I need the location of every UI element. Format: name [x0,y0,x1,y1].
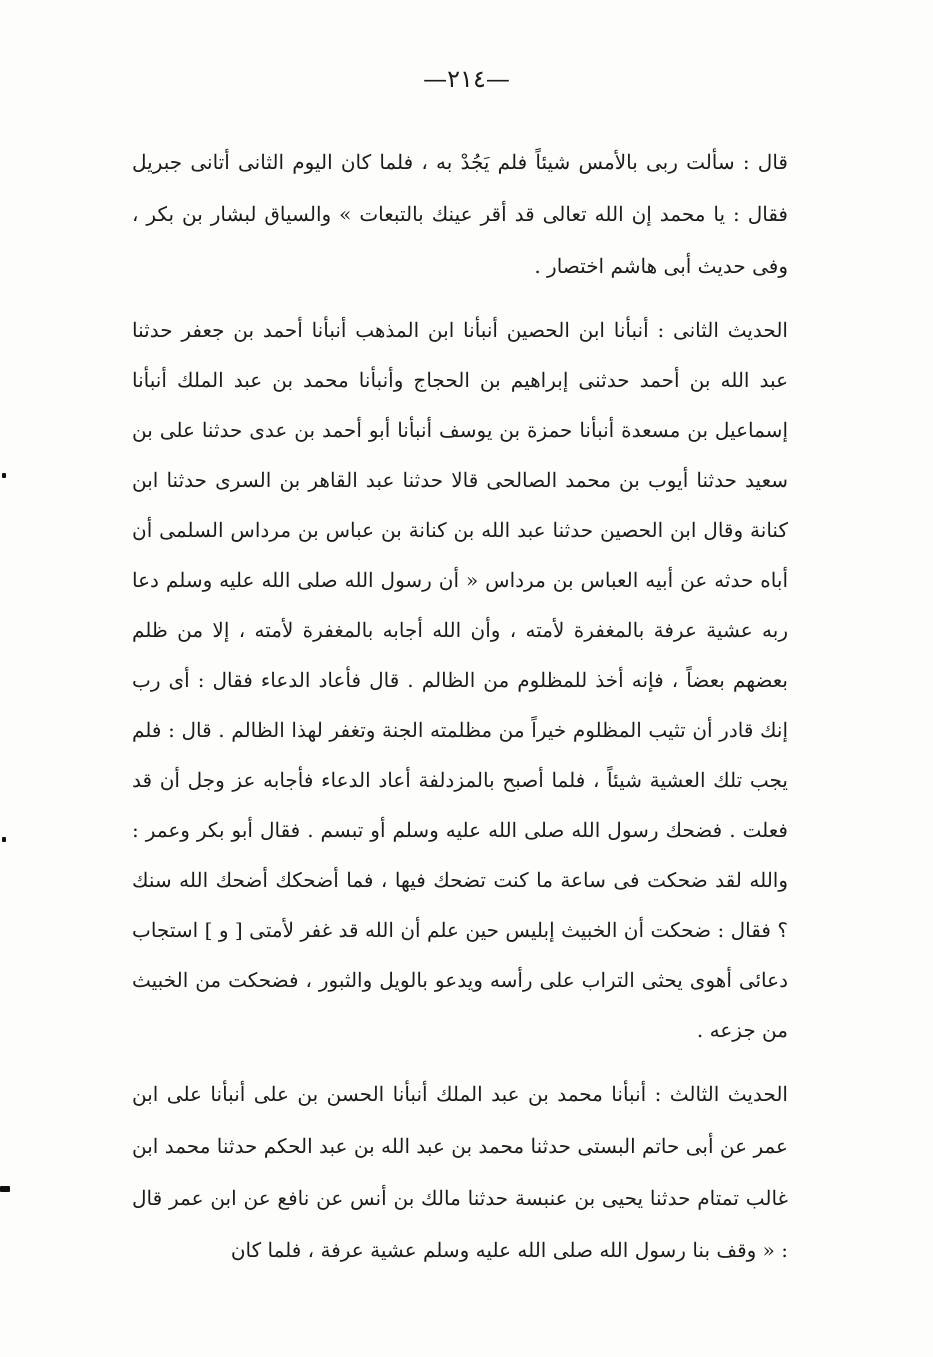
paragraph-text: قال : سألت ربى بالأمس شيئاً فلم يَجُدْ به ، فلما كان اليوم الثانى أتانى جبريل فقال : يا محمد إن الله تعالى قد أقر عينك بالتبعات » والسياق لبشار بن بكر ، وفى حديث أبى هاشم اختصار . [132,150,788,278]
paragraph-2 [132,305,788,1055]
scan-edge-mark [2,837,6,842]
paragraph-text: الحديث الثانى : أنبأنا ابن الحصين أنبأنا ابن المذهب أنبأنا أحمد بن جعفر حدثنا عبد الله بن أحمد حدثنى إبراهيم بن الحجاج وأنبأنا محمد بن عبد الملك أنبأنا إسماعيل بن مسعدة أنبأنا حمزة بن يوسف أنبأنا أبو أحمد بن عدى حدثنا على بن سعيد حدثنا أيوب بن محمد الصالحى قالا حدثنا عبد القاهر بن السرى حدثنا ابن كنانة وقال ابن الحصين حدثنا عبد الله بن كنانة بن عباس بن مرداس السلمى أن أباه حدثه عن أبيه العباس بن مرداس « أن رسول الله صلى الله عليه وسلم دعا ربه عشية عرفة بالمغفرة لأمته ، وأن الله أجابه بالمغفرة لأمته ، إلا من ظلم بعضهم بعضاً ، فإنه أخذ للمظلوم من الظالم . قال فأعاد الدعاء فقال : أى رب إنك قادر أن تثيب المظلوم خيراً من مظلمته الجنة وتغفر لهذا الظالم . قال : فلم يجب تلك العشية شيئاً ، فلما أصبح بالمزدلفة أعاد الدعاء فأجابه عز وجل أن قد فعلت . فضحك رسول الله صلى الله عليه وسلم أو تبسم . فقال أبو بكر وعمر : والله لقد ضحكت فى ساعة ما كنت تضحك فيها ، فما أضحكك أضحك الله سنك ؟ فقال : ضحكت أن الخبيث إبليس حين علم أن الله قد غفر لأمتى [ و ] استجاب دعائى أهوى يحثى التراب على رأسه ويدعو بالويل والثبور ، فضحكت من الخبيث من جزعه . [132,318,789,1042]
scan-edge-mark [0,1186,10,1192]
paragraph-3 [132,1068,788,1276]
scan-edge-mark [2,473,6,478]
page-number: —٢١٤— [423,65,510,93]
paragraph-1 [132,136,788,292]
paragraph-text: الحديث الثالث : أنبأنا محمد بن عبد الملك أنبأنا الحسن بن على أنبأنا على ابن عمر عن أبى حاتم البستى حدثنا محمد بن عبد الله بن عبد الحكم حدثنا محمد ابن غالب تمتام حدثنا يحيى بن عنبسة حدثنا مالك بن أنس عن نافع عن ابن عمر قال : « وقف بنا رسول الله صلى الله عليه وسلم عشية عرفة ، فلما كان [132,1082,788,1262]
